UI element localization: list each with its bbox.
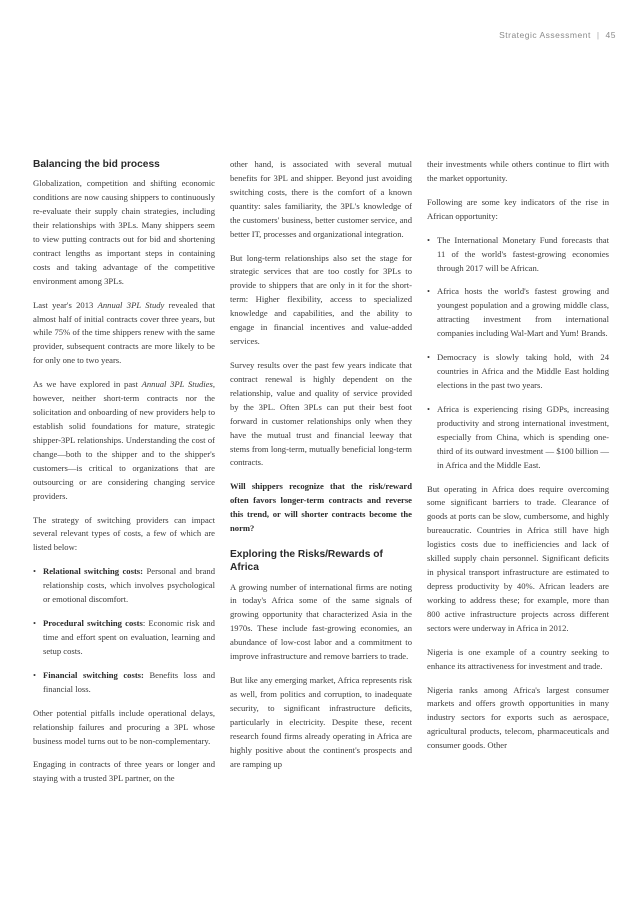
bullet-icon: • bbox=[427, 352, 431, 363]
list-item-text: Personal and brand relationship costs, which involves psychological or emotional discomfort. bbox=[43, 566, 215, 605]
bullet-icon: • bbox=[427, 286, 431, 297]
paragraph: other hand, is associated with several mutual benefits for 3PL and shipper. Beyond just avoiding switching costs, there is the comfort of a known quantity: sales familiarity, the 3PL's knowledge of the customers' business, better customer service, and better IT, processes and organizational integration. bbox=[230, 159, 412, 239]
italic-title: Annual 3PL Study bbox=[97, 299, 165, 310]
paragraph: The strategy of switching providers can impact several relevant types of costs, a few of which are listed below: bbox=[33, 514, 215, 553]
column-3 bbox=[427, 158, 609, 763]
paragraph: A growing number of international firms are noting in today's Africa some of the same signals of growing opportunity that characterized Asia in the 1970s. These include fast-growing economies, an abundance of low-cost labor and a commitment to improve infrastructure and remove barriers to trade. bbox=[230, 581, 412, 662]
paragraph bbox=[33, 378, 215, 503]
paragraph: Nigeria is one example of a country seeking to enhance its attractiveness for investment and trade. bbox=[427, 646, 609, 671]
paragraph: Globalization, competition and shifting economic conditions are now causing shippers to continuously re-evaluate their supply chain strategies, including their relationships with 3PLs. Many shippers seem to view putting contracts out for bid and shortening contract lengths as important steps in containing costs and taking advantage of the competitive environment among 3PLs. bbox=[33, 178, 215, 286]
list-item-text: Africa hosts the world's fastest growing and youngest population and a growing middle class, attracting investment from international companies including Wal-Mart and Yum! Brands. bbox=[437, 286, 609, 339]
list-item-text: : Economic risk and time and effort spent on evaluation, learning and setup costs. bbox=[43, 618, 215, 656]
text-run: , however, neither short-term contracts nor the solicitation and onboarding of new providers help to establish solid foundations for mature, strategic shipper-3PL relationships. Understanding the cost of change—both to the shipper and to the shipper's customers—is critical to organizations that are outsourcing or are considering changing service providers. bbox=[33, 379, 215, 501]
paragraph: Engaging in contracts of three years or longer and staying with a trusted 3PL partner, on the bbox=[33, 759, 215, 784]
section-title: Strategic Assessment bbox=[499, 30, 591, 40]
bullet-icon: • bbox=[33, 669, 37, 680]
list-item bbox=[33, 565, 215, 607]
paragraph: their investments while others continue to flirt with the market opportunity. bbox=[427, 159, 609, 183]
list-item bbox=[33, 617, 215, 659]
list-item-text: The International Monetary Fund forecasts that 11 of the world's fastest-growing economies through 2017 will be African. bbox=[437, 234, 609, 273]
paragraph: Survey results over the past few years indicate that contract renewal is highly dependent on the relationship, value and quality of service provided by the 3PL. Often 3PLs can put their best foot forward in customer relationships only when they have the mutual trust and financial leeway that stems from long-term, mutually beneficial long-term contracts. bbox=[230, 359, 412, 468]
italic-title: Annual 3PL Studies bbox=[141, 379, 213, 390]
switching-costs-list bbox=[33, 565, 215, 696]
bullet-icon: • bbox=[427, 403, 431, 414]
paragraph: But like any emerging market, Africa represents risk as well, from politics and corruption, to inadequate security, to significant infrastructure deficits, particularly in electricity. Despite these, recent research found firms already operating in Africa are highly positive about the continent's prospects and are ramping up bbox=[230, 675, 412, 769]
list-item bbox=[33, 669, 215, 697]
section-heading-africa: Exploring the Risks/Rewards of Africa bbox=[230, 549, 383, 574]
paragraph: Nigeria ranks among Africa's largest consumer markets and offers growth opportunities in many industry sectors for exports such as aerospace, agricultural products, telecom, pharmaceuticals and consumer goods. Other bbox=[427, 684, 609, 751]
bullet-icon: • bbox=[427, 234, 431, 245]
bullet-icon: • bbox=[33, 566, 37, 577]
bullet-icon: • bbox=[33, 618, 37, 629]
paragraph: Following are some key indicators of the rise in African opportunity: bbox=[427, 196, 609, 221]
list-item-term: Procedural switching costs bbox=[43, 618, 143, 629]
list-item bbox=[427, 351, 609, 393]
header-separator: | bbox=[596, 30, 600, 40]
bold-question: Will shippers recognize that the risk/reward often favors longer-term contracts and reverse this trend, or will shorter contracts become the norm? bbox=[230, 481, 412, 534]
africa-indicators-list bbox=[427, 234, 609, 473]
list-item bbox=[427, 403, 609, 473]
column-1 bbox=[33, 158, 215, 796]
text-run: As we have explored in past bbox=[33, 379, 142, 390]
list-item-text: Africa is experiencing rising GDPs, increasing productivity and strong international investment, especially from China, which is spending one-third of its outward investment — $100 billion — in Africa and the Middle East. bbox=[437, 403, 609, 470]
list-item bbox=[427, 234, 609, 276]
paragraph bbox=[33, 299, 215, 369]
list-item-term: Relational switching costs: bbox=[43, 566, 144, 577]
list-item-text: Democracy is slowly taking hold, with 24 countries in Africa and the Middle East holding elections in the past two years. bbox=[437, 352, 609, 390]
column-2 bbox=[230, 158, 412, 782]
page-header bbox=[499, 30, 616, 40]
paragraph bbox=[230, 480, 412, 536]
list-item-text: Benefits loss and financial loss. bbox=[43, 669, 215, 694]
list-item-term: Financial switching costs: bbox=[43, 669, 144, 680]
text-run: Last year's 2013 bbox=[33, 299, 98, 310]
page-number: 45 bbox=[605, 30, 616, 40]
paragraph: Other potential pitfalls include operational delays, relationship failures and procuring a 3PL whose business model turns out to be non-complementary. bbox=[33, 707, 215, 746]
list-item bbox=[427, 285, 609, 341]
paragraph: But long-term relationships also set the stage for strategic services that are too costly for 3PLs to provide to shippers that are only in it for the short-term: Higher flexibility, access to specialized knowledge and capabilities, and the ability to engage in financial incentives and value-added services. bbox=[230, 252, 412, 347]
section-heading-bid-process: Balancing the bid process bbox=[33, 159, 160, 170]
paragraph: But operating in Africa does require overcoming some significant barriers to trade. Clearance of goods at ports can be slow, cumbersome, and highly bureaucratic. Countries in Africa still have high logistics costs due to inefficiencies and lack of skilled supply chain personnel. Significant deficits in physical transport infrastructure are estimated to depress productivity by 40%. African leaders are working to address these; for example, more than 800 active infrastructure projects across different sectors were underway in Africa in 2012. bbox=[427, 483, 609, 633]
text-run: revealed that almost half of initial contracts cover three years, but while 75% of the time shippers renew with the same provider, subsequent contracts are more likely to be for only one to two years. bbox=[33, 299, 215, 366]
